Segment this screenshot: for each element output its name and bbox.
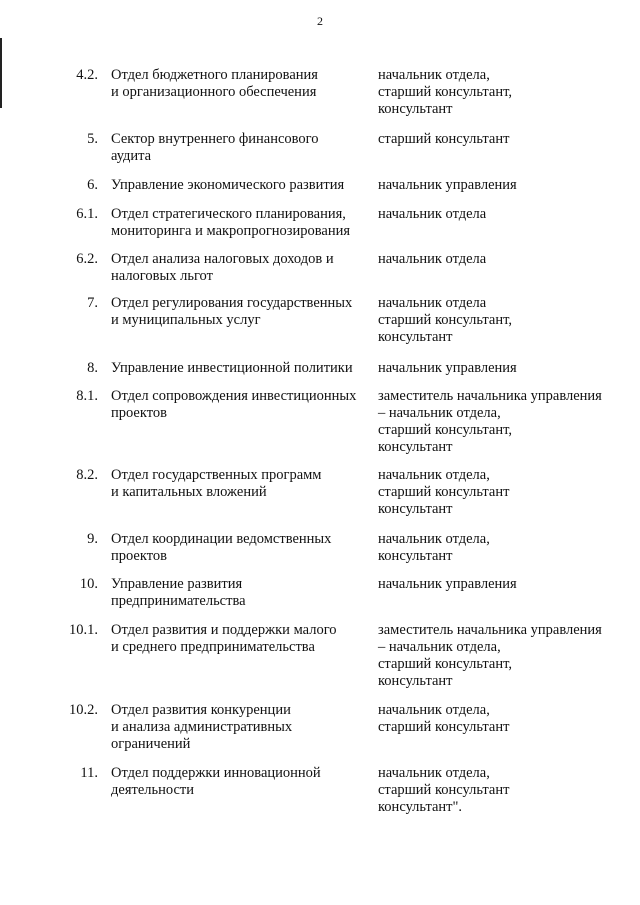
department-name-line: проектов: [111, 548, 167, 564]
position-line: – начальник отдела,: [378, 405, 501, 421]
department-name-line: Отдел развития и поддержки малого: [111, 622, 337, 638]
position-line: старший консультант,: [378, 656, 512, 672]
positions: [378, 67, 628, 118]
department-name: [111, 702, 373, 753]
department-name-line: Отдел координации ведомственных: [111, 531, 332, 547]
position-line: начальник отдела: [378, 206, 487, 222]
row-number: 7.: [87, 295, 98, 311]
position-line: консультант: [378, 548, 453, 564]
position-line: консультант: [378, 329, 453, 345]
position-line: старший консультант: [378, 484, 510, 500]
department-name-line: проектов: [111, 405, 167, 421]
department-name-line: ограничений: [111, 736, 191, 752]
row-number: 8.1.: [76, 388, 98, 404]
position-line: заместитель начальника управления: [378, 388, 602, 404]
row-number: 8.: [87, 360, 98, 376]
positions: [378, 765, 628, 816]
department-name: [111, 251, 373, 285]
department-name: [111, 531, 373, 565]
row-number: 8.2.: [76, 467, 98, 483]
row-number: 4.2.: [76, 67, 98, 83]
department-name-line: Отдел поддержки инновационной: [111, 765, 321, 781]
position-line: консультант: [378, 673, 453, 689]
positions: [378, 360, 628, 377]
positions: [378, 251, 628, 268]
row-number: 10.2.: [69, 702, 98, 718]
positions: [378, 702, 628, 736]
department-name: [111, 765, 373, 799]
department-name: [111, 360, 373, 377]
position-line: начальник отдела,: [378, 531, 490, 547]
position-line: начальник отдела,: [378, 67, 490, 83]
row-number: 10.: [79, 576, 98, 592]
department-name-line: Управление инвестиционной политики: [111, 360, 353, 376]
position-line: начальник управления: [378, 177, 517, 193]
department-name-line: и капитальных вложений: [111, 484, 267, 500]
position-line: начальник управления: [378, 576, 517, 592]
position-line: начальник управления: [378, 360, 517, 376]
department-name-line: предпринимательства: [111, 593, 246, 609]
department-name: [111, 576, 373, 610]
department-name-line: Сектор внутреннего финансового: [111, 131, 319, 147]
positions: [378, 177, 628, 194]
department-name-line: налоговых льгот: [111, 268, 213, 284]
department-name: [111, 131, 373, 165]
row-number: 11.: [80, 765, 98, 781]
department-name: [111, 622, 373, 656]
position-line: – начальник отдела,: [378, 639, 501, 655]
page-number: 2: [317, 14, 323, 28]
department-name: [111, 388, 373, 422]
position-line: начальник отдела,: [378, 702, 490, 718]
position-line: старший консультант,: [378, 422, 512, 438]
positions: [378, 295, 628, 346]
department-name: [111, 295, 373, 329]
department-name-line: и муниципальных услуг: [111, 312, 261, 328]
positions: [378, 131, 628, 148]
department-name-line: Отдел развития конкуренции: [111, 702, 291, 718]
department-name-line: Управление экономического развития: [111, 177, 345, 193]
department-name-line: Отдел анализа налоговых доходов и: [111, 251, 334, 267]
department-name-line: Отдел государственных программ: [111, 467, 322, 483]
row-number: 6.2.: [76, 251, 98, 267]
position-line: консультант: [378, 501, 453, 517]
positions: [378, 531, 628, 565]
department-name-line: и организационного обеспечения: [111, 84, 317, 100]
position-line: начальник отдела,: [378, 467, 490, 483]
department-name-line: Управление развития: [111, 576, 243, 592]
margin-mark: [0, 38, 2, 108]
position-line: старший консультант,: [378, 84, 512, 100]
department-name: [111, 206, 373, 240]
position-line: старший консультант: [378, 782, 510, 798]
row-number: 6.1.: [76, 206, 98, 222]
positions: [378, 576, 628, 593]
position-line: консультант: [378, 101, 453, 117]
row-number: 9.: [87, 531, 98, 547]
department-name-line: деятельности: [111, 782, 195, 798]
position-line: старший консультант,: [378, 312, 512, 328]
department-name-line: и анализа административных: [111, 719, 293, 735]
department-name-line: и среднего предпринимательства: [111, 639, 315, 655]
positions: [378, 206, 628, 223]
department-name: [111, 177, 373, 194]
position-line: начальник отдела,: [378, 765, 490, 781]
positions: [378, 622, 628, 690]
position-line: начальник отдела: [378, 295, 487, 311]
position-line: старший консультант: [378, 719, 510, 735]
department-name-line: Отдел бюджетного планирования: [111, 67, 318, 83]
row-number: 5.: [87, 131, 98, 147]
department-name: [111, 67, 373, 101]
row-number: 10.1.: [69, 622, 98, 638]
position-line: консультант: [378, 439, 453, 455]
position-line: начальник отдела: [378, 251, 487, 267]
department-name-line: Отдел стратегического планирования,: [111, 206, 346, 222]
department-name-line: Отдел регулирования государственных: [111, 295, 353, 311]
department-name-line: аудита: [111, 148, 152, 164]
position-line: консультант".: [378, 799, 463, 815]
positions: [378, 388, 628, 456]
position-line: заместитель начальника управления: [378, 622, 602, 638]
department-name: [111, 467, 373, 501]
positions: [378, 467, 628, 518]
row-number: 6.: [87, 177, 98, 193]
position-line: старший консультант: [378, 131, 510, 147]
department-name-line: Отдел сопровождения инвестиционных: [111, 388, 357, 404]
department-name-line: мониторинга и макропрогнозирования: [111, 223, 351, 239]
